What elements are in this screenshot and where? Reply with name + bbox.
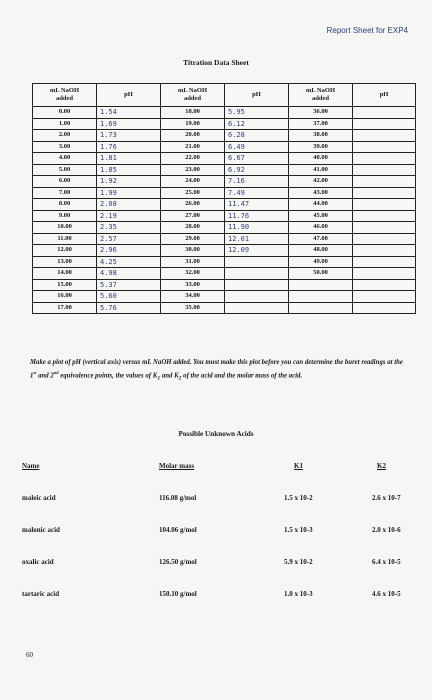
table-row bbox=[33, 187, 416, 199]
ph-cell bbox=[353, 199, 416, 211]
ml-naoh-cell: 18.00 bbox=[161, 107, 225, 119]
ph-cell: 12.01 bbox=[225, 233, 289, 245]
acid-k1: 1.5 x 10-2 bbox=[284, 494, 313, 502]
table-row bbox=[33, 245, 416, 257]
report-header: Report Sheet for EXP4 bbox=[326, 26, 408, 35]
acid-name: tartaric acid bbox=[22, 590, 60, 598]
ml-naoh-cell: 49.00 bbox=[289, 256, 353, 268]
ph-cell: 2.96 bbox=[97, 245, 161, 257]
acid-k1: 1.0 x 10-3 bbox=[284, 590, 313, 598]
acid-molar-mass: 126.50 g/mol bbox=[159, 558, 197, 566]
table-row bbox=[33, 199, 416, 211]
header-molar-mass: Molar mass bbox=[159, 462, 195, 470]
table-row bbox=[33, 268, 416, 280]
ph-cell: 5.95 bbox=[225, 107, 289, 119]
ph-cell: 6.49 bbox=[225, 141, 289, 153]
ml-naoh-cell: 14.00 bbox=[33, 268, 97, 280]
ph-cell bbox=[353, 187, 416, 199]
header-ph: pH bbox=[97, 84, 161, 107]
ml-naoh-cell: 15.00 bbox=[33, 279, 97, 291]
ph-cell bbox=[353, 153, 416, 165]
ph-cell: 7.16 bbox=[225, 176, 289, 188]
ml-naoh-cell: 43.00 bbox=[289, 187, 353, 199]
acid-molar-mass: 104.06 g/mol bbox=[159, 526, 197, 534]
table-row bbox=[33, 141, 416, 153]
ph-cell: 4.98 bbox=[97, 268, 161, 280]
ph-cell: 11.47 bbox=[225, 199, 289, 211]
ph-cell bbox=[353, 118, 416, 130]
ml-naoh-cell: 11.00 bbox=[33, 233, 97, 245]
ph-cell: 4.25 bbox=[97, 256, 161, 268]
ml-naoh-cell: 13.00 bbox=[33, 256, 97, 268]
ml-naoh-cell: 30.00 bbox=[161, 245, 225, 257]
ml-naoh-cell: 28.00 bbox=[161, 222, 225, 234]
acid-k1: 5.9 x 10-2 bbox=[284, 558, 313, 566]
header-ph: pH bbox=[353, 84, 416, 107]
ph-cell bbox=[353, 130, 416, 142]
ml-naoh-cell: 47.00 bbox=[289, 233, 353, 245]
ml-naoh-cell: 8.00 bbox=[33, 199, 97, 211]
ph-cell bbox=[353, 176, 416, 188]
table-row bbox=[33, 291, 416, 303]
ml-naoh-cell: 29.00 bbox=[161, 233, 225, 245]
ph-cell bbox=[353, 222, 416, 234]
ml-naoh-cell: 5.00 bbox=[33, 164, 97, 176]
ml-naoh-cell: 21.00 bbox=[161, 141, 225, 153]
ph-cell bbox=[353, 279, 416, 291]
ml-naoh-cell: 24.00 bbox=[161, 176, 225, 188]
ml-naoh-cell: 12.00 bbox=[33, 245, 97, 257]
ph-cell: 5.60 bbox=[97, 291, 161, 303]
table-row bbox=[33, 210, 416, 222]
ph-cell bbox=[353, 164, 416, 176]
ml-naoh-cell: 26.00 bbox=[161, 199, 225, 211]
acid-row bbox=[22, 590, 414, 622]
ph-cell: 2.19 bbox=[97, 210, 161, 222]
table-row bbox=[33, 107, 416, 119]
acid-name: malonic acid bbox=[22, 526, 60, 534]
ml-naoh-cell: 37.00 bbox=[289, 118, 353, 130]
ml-naoh-cell: 20.00 bbox=[161, 130, 225, 142]
ph-cell bbox=[353, 268, 416, 280]
ml-naoh-cell: 38.00 bbox=[289, 130, 353, 142]
ph-cell: 12.09 bbox=[225, 245, 289, 257]
acid-k2: 2.6 x 10-7 bbox=[372, 494, 401, 502]
ph-cell: 5.37 bbox=[97, 279, 161, 291]
table-row bbox=[33, 279, 416, 291]
sheet-title: Titration Data Sheet bbox=[183, 58, 249, 67]
ml-naoh-cell: 32.00 bbox=[161, 268, 225, 280]
acid-row bbox=[22, 526, 414, 558]
acid-molar-mass: 116.08 g/mol bbox=[159, 494, 197, 502]
ml-naoh-cell: 36.00 bbox=[289, 107, 353, 119]
acid-k2: 2.0 x 10-6 bbox=[372, 526, 401, 534]
ph-cell: 1.85 bbox=[97, 164, 161, 176]
header-name: Name bbox=[22, 462, 40, 470]
ml-naoh-cell: 39.00 bbox=[289, 141, 353, 153]
header-k1: K1 bbox=[294, 462, 303, 470]
ph-cell: 6.92 bbox=[225, 164, 289, 176]
ml-naoh-cell: 45.00 bbox=[289, 210, 353, 222]
ml-naoh-cell: 34.00 bbox=[161, 291, 225, 303]
ph-cell bbox=[225, 279, 289, 291]
ph-cell: 2.08 bbox=[97, 199, 161, 211]
table-row bbox=[33, 222, 416, 234]
acid-k1: 1.5 x 10-3 bbox=[284, 526, 313, 534]
ph-cell bbox=[353, 291, 416, 303]
ph-cell: 5.76 bbox=[97, 302, 161, 314]
ml-naoh-cell: 46.00 bbox=[289, 222, 353, 234]
ml-naoh-cell bbox=[289, 302, 353, 314]
ml-naoh-cell: 3.00 bbox=[33, 141, 97, 153]
ml-naoh-cell: 42.00 bbox=[289, 176, 353, 188]
ph-cell: 2.35 bbox=[97, 222, 161, 234]
ph-cell bbox=[353, 302, 416, 314]
acid-k2: 4.6 x 10-5 bbox=[372, 590, 401, 598]
ph-cell: 1.54 bbox=[97, 107, 161, 119]
ml-naoh-cell: 35.00 bbox=[161, 302, 225, 314]
ml-naoh-cell: 41.00 bbox=[289, 164, 353, 176]
ml-naoh-cell: 25.00 bbox=[161, 187, 225, 199]
table-body bbox=[33, 107, 416, 314]
ph-cell bbox=[225, 256, 289, 268]
acid-row bbox=[22, 558, 414, 590]
ph-cell bbox=[353, 245, 416, 257]
table-row bbox=[33, 164, 416, 176]
ph-cell bbox=[353, 210, 416, 222]
ml-naoh-cell: 27.00 bbox=[161, 210, 225, 222]
ml-naoh-cell: 44.00 bbox=[289, 199, 353, 211]
ml-naoh-cell: 19.00 bbox=[161, 118, 225, 130]
ml-naoh-cell: 10.00 bbox=[33, 222, 97, 234]
acids-table bbox=[22, 462, 414, 622]
page-number: 60 bbox=[26, 651, 33, 659]
ph-cell: 1.69 bbox=[97, 118, 161, 130]
ml-naoh-cell: 22.00 bbox=[161, 153, 225, 165]
table-row bbox=[33, 233, 416, 245]
ph-cell bbox=[353, 107, 416, 119]
ml-naoh-cell: 40.00 bbox=[289, 153, 353, 165]
ml-naoh-cell: 1.00 bbox=[33, 118, 97, 130]
ph-cell: 6.12 bbox=[225, 118, 289, 130]
ml-naoh-cell: 50.00 bbox=[289, 268, 353, 280]
ml-naoh-cell: 23.00 bbox=[161, 164, 225, 176]
ml-naoh-cell: 17.00 bbox=[33, 302, 97, 314]
ml-naoh-cell: 48.00 bbox=[289, 245, 353, 257]
acid-k2: 6.4 x 10-5 bbox=[372, 558, 401, 566]
ml-naoh-cell: 7.00 bbox=[33, 187, 97, 199]
table-row bbox=[33, 118, 416, 130]
ml-naoh-cell: 33.00 bbox=[161, 279, 225, 291]
ph-cell: 1.73 bbox=[97, 130, 161, 142]
ml-naoh-cell: 31.00 bbox=[161, 256, 225, 268]
acids-header-row bbox=[22, 462, 414, 494]
ph-cell bbox=[353, 233, 416, 245]
table-row bbox=[33, 130, 416, 142]
table-row bbox=[33, 302, 416, 314]
header-k2: K2 bbox=[377, 462, 386, 470]
header-ph: pH bbox=[225, 84, 289, 107]
ml-naoh-cell: 2.00 bbox=[33, 130, 97, 142]
ph-cell: 1.81 bbox=[97, 153, 161, 165]
ml-naoh-cell bbox=[289, 291, 353, 303]
ml-naoh-cell: 16.00 bbox=[33, 291, 97, 303]
acid-name: maleic acid bbox=[22, 494, 56, 502]
ph-cell bbox=[225, 268, 289, 280]
ph-cell bbox=[353, 256, 416, 268]
ph-cell: 2.57 bbox=[97, 233, 161, 245]
header-ml-naoh: mL NaOH added bbox=[33, 84, 97, 107]
ml-naoh-cell: 0.00 bbox=[33, 107, 97, 119]
ph-cell: 7.49 bbox=[225, 187, 289, 199]
table-header-row bbox=[33, 84, 416, 107]
header-ml-naoh: mL NaOH added bbox=[161, 84, 225, 107]
ph-cell bbox=[225, 291, 289, 303]
plot-instructions: Make a plot of pH (vertical axis) versus mL NaOH added. You must make this plot before you can determine the buret readings at the 1st and 2nd equivalence points, the values of $K_1$ and $K_2$ of the acid and the molar mass of the acid. bbox=[30, 359, 403, 382]
ml-naoh-cell: 4.00 bbox=[33, 153, 97, 165]
ph-cell: 1.76 bbox=[97, 141, 161, 153]
acid-row bbox=[22, 494, 414, 526]
ph-cell: 11.90 bbox=[225, 222, 289, 234]
ph-cell: 1.99 bbox=[97, 187, 161, 199]
table-row bbox=[33, 176, 416, 188]
ml-naoh-cell: 6.00 bbox=[33, 176, 97, 188]
ml-naoh-cell bbox=[289, 279, 353, 291]
ph-cell: 1.92 bbox=[97, 176, 161, 188]
ph-cell: 6.67 bbox=[225, 153, 289, 165]
acid-molar-mass: 150.10 g/mol bbox=[159, 590, 197, 598]
ph-cell: 6.28 bbox=[225, 130, 289, 142]
ml-naoh-cell: 9.00 bbox=[33, 210, 97, 222]
ph-cell bbox=[353, 141, 416, 153]
header-ml-naoh: mL NaOH added bbox=[289, 84, 353, 107]
titration-data-table bbox=[32, 83, 416, 314]
table-row bbox=[33, 256, 416, 268]
acid-name: oxalic acid bbox=[22, 558, 54, 566]
acids-title: Possible Unknown Acids bbox=[178, 430, 254, 438]
ph-cell bbox=[225, 302, 289, 314]
table-row bbox=[33, 153, 416, 165]
ph-cell: 11.76 bbox=[225, 210, 289, 222]
